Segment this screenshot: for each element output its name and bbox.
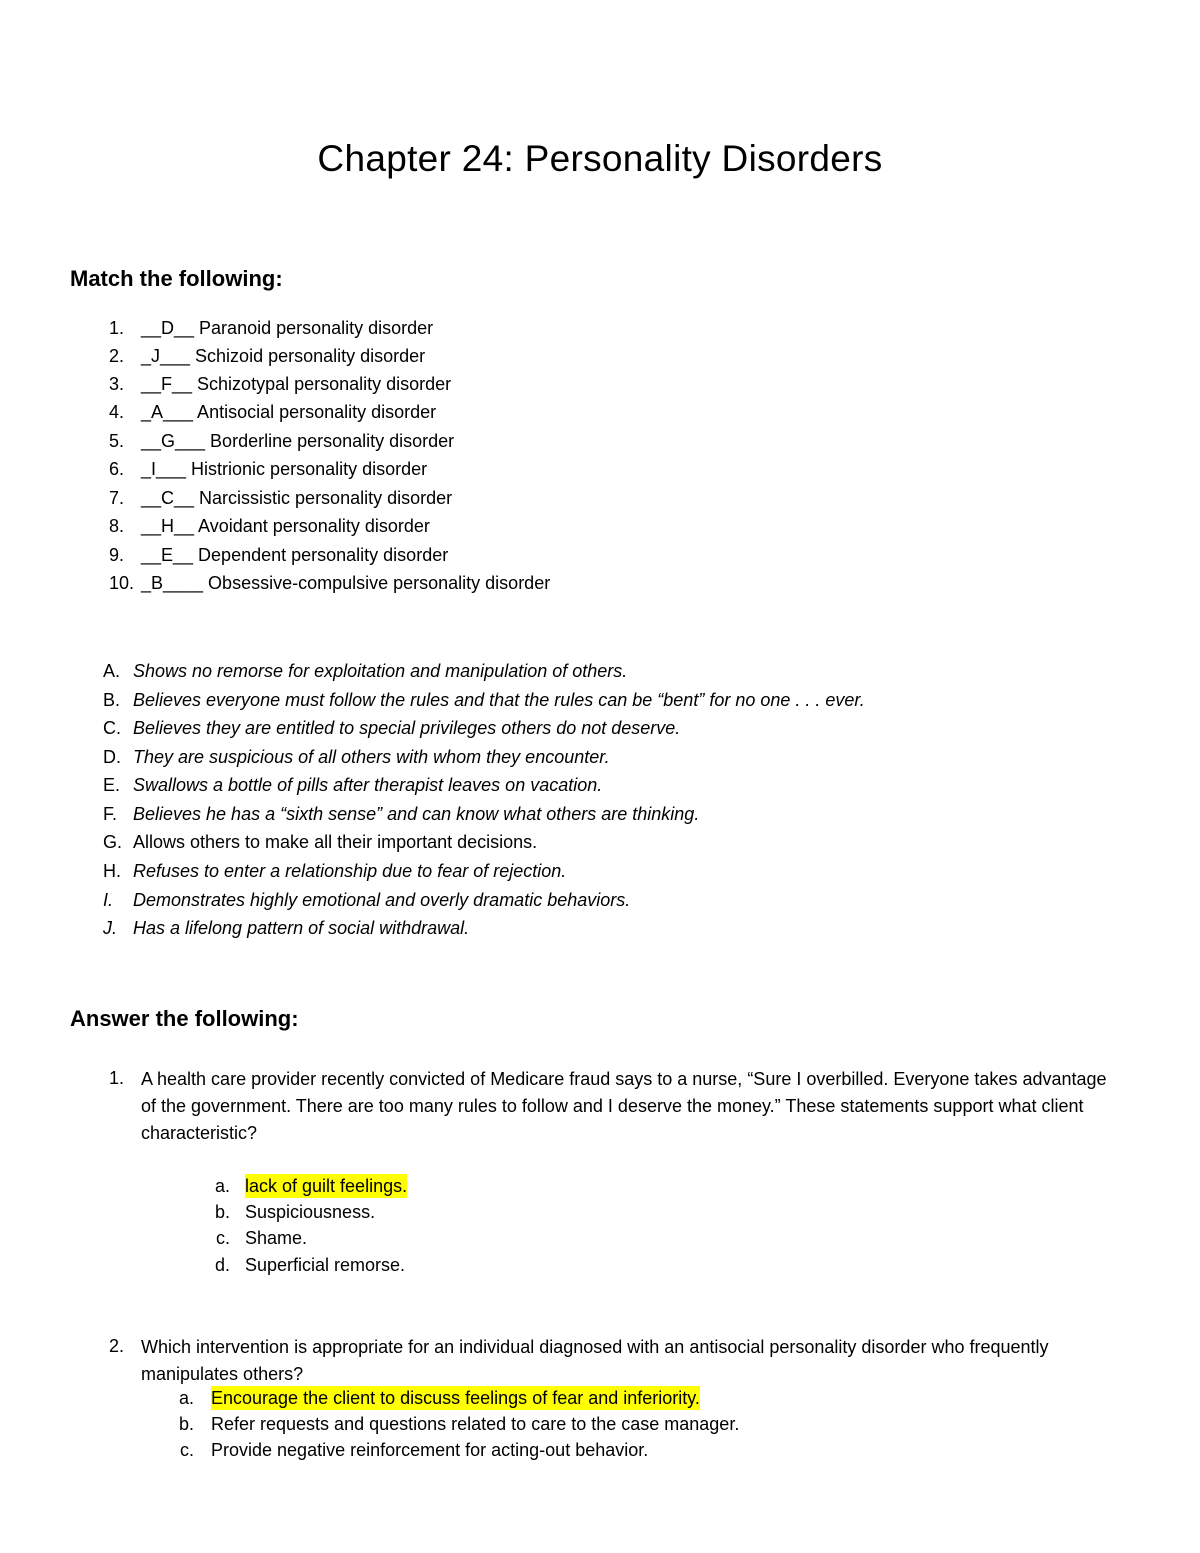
choice-letter: c.: [215, 1228, 230, 1248]
page-title: Chapter 24: Personality Disorders: [317, 138, 883, 179]
match-item-text: __G___ Borderline personality disorder: [141, 431, 455, 451]
choice-text: Encourage the client to discuss feelings of fear and inferiority.: [211, 1388, 700, 1408]
option-letter: C.: [103, 718, 121, 738]
match-item-number: 4.: [108, 402, 124, 422]
question-text: A health care provider recently convicted of Medicare fraud says to a nurse, “Sure I overbilled. Everyone takes advantage of the government. There are too many rules to follow and I deserve the money.” These statements support what client characteristic?: [141, 1069, 1107, 1143]
option-text: Believes everyone must follow the rules and that the rules can be “bent” for no one . . . ever.: [133, 690, 865, 710]
match-item-text: __D__ Paranoid personality disorder: [141, 318, 434, 338]
option-letter: I.: [103, 890, 114, 910]
option-letter: J.: [103, 918, 118, 938]
question-text: Which intervention is appropriate for an individual diagnosed with an antisocial personality disorder who frequently manipulates others?: [141, 1337, 1049, 1384]
option-text: Has a lifelong pattern of social withdrawal.: [133, 918, 470, 938]
choice-letter: b.: [214, 1202, 230, 1222]
option-text: Demonstrates highly emotional and overly dramatic behaviors.: [133, 890, 631, 910]
option-text: Swallows a bottle of pills after therapist leaves on vacation.: [133, 775, 603, 795]
match-item-number: 8.: [108, 516, 124, 536]
question-number: 1.: [108, 1068, 124, 1088]
choice-text: Refer requests and questions related to care to the case manager.: [211, 1414, 740, 1434]
option-letter: F.: [103, 804, 118, 824]
match-item-text: _B____ Obsessive-compulsive personality disorder: [141, 573, 551, 593]
match-item-number: 6.: [108, 459, 124, 479]
option-letter: B.: [103, 690, 121, 710]
option-text: Allows others to make all their important decisions.: [133, 832, 538, 852]
option-text: Refuses to enter a relationship due to fear of rejection.: [133, 861, 567, 881]
option-letter: H.: [103, 861, 121, 881]
option-letter: A.: [103, 661, 121, 681]
choice-letter: b.: [178, 1414, 194, 1434]
choice-text: Provide negative reinforcement for acting-out behavior.: [211, 1440, 649, 1460]
option-text: Shows no remorse for exploitation and manipulation of others.: [133, 661, 628, 681]
option-letter: E.: [103, 775, 121, 795]
question-number: 2.: [108, 1336, 124, 1356]
match-item-text: __F__ Schizotypal personality disorder: [141, 374, 452, 394]
match-item-text: _A___ Antisocial personality disorder: [141, 402, 437, 422]
option-text: Believes they are entitled to special privileges others do not deserve.: [133, 718, 681, 738]
choice-text: lack of guilt feelings.: [245, 1176, 408, 1196]
match-item-number: 9.: [108, 545, 124, 565]
option-text: Believes he has a “sixth sense” and can know what others are thinking.: [133, 804, 700, 824]
option-letter: G.: [103, 832, 123, 852]
match-item-text: _I___ Histrionic personality disorder: [141, 459, 428, 479]
choice-letter: a.: [178, 1388, 194, 1408]
match-item-text: __C__ Narcissistic personality disorder: [141, 488, 453, 508]
option-letter: D.: [103, 747, 121, 767]
choice-text: Shame.: [245, 1228, 308, 1248]
choice-text: Suspiciousness.: [245, 1202, 376, 1222]
match-item-text: __E__ Dependent personality disorder: [141, 545, 449, 565]
match-section-heading: Match the following:: [70, 266, 283, 291]
choice-letter: a.: [214, 1176, 230, 1196]
match-item-number: 10.: [108, 573, 134, 593]
match-item-number: 5.: [108, 431, 124, 451]
match-item-text: _J___ Schizoid personality disorder: [141, 346, 426, 366]
choice-text: Superficial remorse.: [245, 1255, 406, 1275]
option-text: They are suspicious of all others with whom they encounter.: [133, 747, 610, 767]
match-item-number: 7.: [108, 488, 124, 508]
match-item-number: 1.: [108, 318, 124, 338]
match-item-text: __H__ Avoidant personality disorder: [141, 516, 430, 536]
choice-letter: d.: [214, 1255, 230, 1275]
match-item-number: 2.: [108, 346, 124, 366]
match-item-number: 3.: [108, 374, 124, 394]
answer-section-heading: Answer the following:: [70, 1006, 299, 1031]
choice-letter: c.: [179, 1440, 194, 1460]
